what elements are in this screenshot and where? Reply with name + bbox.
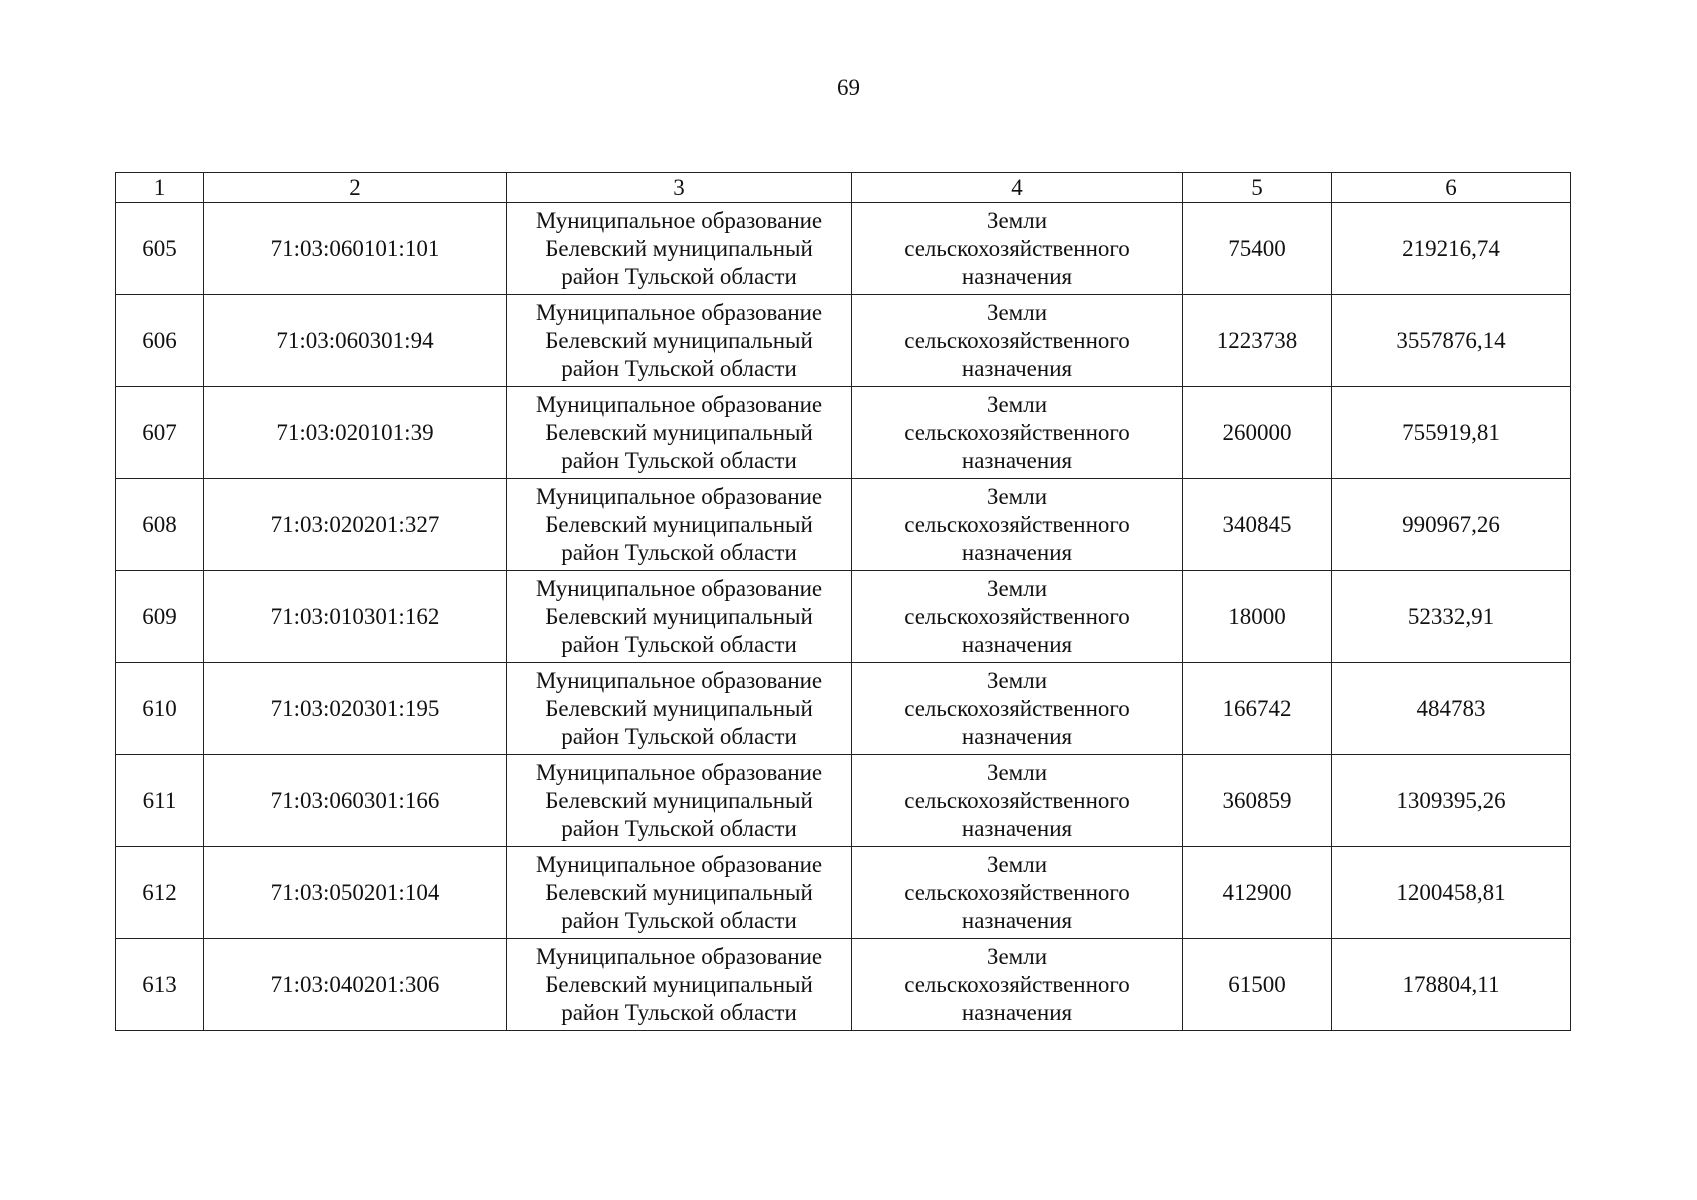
row-number-cell: 610 (116, 663, 204, 755)
owner-cell-line: Белевский муниципальный (545, 971, 813, 997)
owner-cell-line: Муниципальное образование (535, 759, 823, 785)
land-category-cell (852, 203, 1183, 295)
land-category-cell (852, 939, 1183, 1031)
table-row (116, 387, 1571, 479)
owner-cell (507, 663, 852, 755)
row-number-cell: 607 (116, 387, 204, 479)
land-category-cell-line: назначения (961, 539, 1073, 565)
land-category-cell-line: Земли (986, 943, 1048, 969)
land-category-cell-line: Земли (986, 851, 1048, 877)
land-category-cell-line: назначения (961, 447, 1073, 473)
cadastral-value-cell: 178804,11 (1332, 939, 1571, 1031)
land-category-cell-line: Земли (986, 759, 1048, 785)
owner-cell-line: район Тульской области (561, 539, 797, 565)
cadastral-number-cell: 71:03:060101:101 (204, 203, 507, 295)
table-row (116, 479, 1571, 571)
owner-cell (507, 847, 852, 939)
owner-cell-line: Белевский муниципальный (545, 327, 813, 353)
land-category-cell (852, 571, 1183, 663)
land-category-cell (852, 295, 1183, 387)
table-row (116, 847, 1571, 939)
owner-cell (507, 387, 852, 479)
cadastral-value-cell: 990967,26 (1332, 479, 1571, 571)
land-category-cell-line: Земли (986, 483, 1048, 509)
cadastral-number-cell: 71:03:060301:94 (204, 295, 507, 387)
cadastral-number-cell: 71:03:040201:306 (204, 939, 507, 1031)
land-category-cell-line: сельскохозяйственного (904, 235, 1130, 261)
table-row (116, 203, 1571, 295)
cadastral-number-cell: 71:03:060301:166 (204, 755, 507, 847)
land-category-cell (852, 663, 1183, 755)
owner-cell-line: район Тульской области (561, 263, 797, 289)
row-number-cell: 608 (116, 479, 204, 571)
area-cell: 75400 (1183, 203, 1332, 295)
area-cell: 340845 (1183, 479, 1332, 571)
owner-cell (507, 295, 852, 387)
table-header-row (116, 173, 1571, 203)
area-cell: 166742 (1183, 663, 1332, 755)
owner-cell-line: Муниципальное образование (535, 391, 823, 417)
land-category-cell-line: назначения (961, 355, 1073, 381)
row-number-cell: 605 (116, 203, 204, 295)
owner-cell-line: район Тульской области (561, 631, 797, 657)
land-category-cell-line: назначения (961, 723, 1073, 749)
table-body (116, 203, 1571, 1031)
column-header: 3 (507, 173, 852, 203)
column-header: 6 (1332, 173, 1571, 203)
land-category-cell-line: Земли (986, 299, 1048, 325)
land-category-cell-line: Земли (986, 207, 1048, 233)
area-cell: 61500 (1183, 939, 1332, 1031)
land-category-cell (852, 387, 1183, 479)
column-header: 4 (852, 173, 1183, 203)
area-cell: 1223738 (1183, 295, 1332, 387)
owner-cell (507, 571, 852, 663)
land-category-cell-line: сельскохозяйственного (904, 787, 1130, 813)
owner-cell-line: Белевский муниципальный (545, 603, 813, 629)
cadastral-value-cell: 755919,81 (1332, 387, 1571, 479)
owner-cell-line: район Тульской области (561, 447, 797, 473)
owner-cell-line: Белевский муниципальный (545, 235, 813, 261)
land-category-cell-line: сельскохозяйственного (904, 879, 1130, 905)
row-number-cell: 612 (116, 847, 204, 939)
cadastral-number-cell: 71:03:020101:39 (204, 387, 507, 479)
owner-cell-line: Белевский муниципальный (545, 787, 813, 813)
cadastral-number-cell: 71:03:010301:162 (204, 571, 507, 663)
owner-cell-line: район Тульской области (561, 815, 797, 841)
row-number-cell: 613 (116, 939, 204, 1031)
cadastral-value-cell: 484783 (1332, 663, 1571, 755)
cadastral-value-cell: 3557876,14 (1332, 295, 1571, 387)
land-category-cell-line: назначения (961, 631, 1073, 657)
row-number-cell: 606 (116, 295, 204, 387)
area-cell: 360859 (1183, 755, 1332, 847)
land-category-cell-line: сельскохозяйственного (904, 695, 1130, 721)
cadastral-value-cell: 1200458,81 (1332, 847, 1571, 939)
land-category-cell (852, 755, 1183, 847)
owner-cell-line: Муниципальное образование (535, 667, 823, 693)
owner-cell-line: Муниципальное образование (535, 851, 823, 877)
cadastral-value-cell: 52332,91 (1332, 571, 1571, 663)
area-cell: 18000 (1183, 571, 1332, 663)
owner-cell-line: Белевский муниципальный (545, 511, 813, 537)
column-header: 1 (116, 173, 204, 203)
land-category-cell-line: назначения (961, 999, 1073, 1025)
owner-cell-line: Муниципальное образование (535, 943, 823, 969)
land-category-cell-line: сельскохозяйственного (904, 603, 1130, 629)
owner-cell-line: Муниципальное образование (535, 575, 823, 601)
owner-cell-line: Белевский муниципальный (545, 879, 813, 905)
owner-cell (507, 755, 852, 847)
land-category-cell-line: Земли (986, 391, 1048, 417)
cadastral-value-cell: 1309395,26 (1332, 755, 1571, 847)
land-category-cell-line: сельскохозяйственного (904, 511, 1130, 537)
land-category-cell-line: Земли (986, 575, 1048, 601)
page-number: 69 (837, 75, 860, 100)
area-cell: 260000 (1183, 387, 1332, 479)
land-category-cell (852, 479, 1183, 571)
land-plots-table (115, 172, 1571, 1031)
table-row (116, 295, 1571, 387)
owner-cell-line: Муниципальное образование (535, 483, 823, 509)
owner-cell (507, 203, 852, 295)
owner-cell-line: Муниципальное образование (535, 299, 823, 325)
table-row (116, 571, 1571, 663)
owner-cell (507, 479, 852, 571)
column-header: 5 (1183, 173, 1332, 203)
land-category-cell-line: сельскохозяйственного (904, 419, 1130, 445)
column-header: 2 (204, 173, 507, 203)
owner-cell-line: район Тульской области (561, 355, 797, 381)
row-number-cell: 609 (116, 571, 204, 663)
area-cell: 412900 (1183, 847, 1332, 939)
land-category-cell-line: назначения (961, 815, 1073, 841)
land-category-cell-line: Земли (986, 667, 1048, 693)
land-category-cell (852, 847, 1183, 939)
cadastral-number-cell: 71:03:020201:327 (204, 479, 507, 571)
owner-cell-line: район Тульской области (561, 907, 797, 933)
land-category-cell-line: назначения (961, 907, 1073, 933)
owner-cell-line: Муниципальное образование (535, 207, 823, 233)
table-row (116, 755, 1571, 847)
owner-cell-line: Белевский муниципальный (545, 695, 813, 721)
land-category-cell-line: назначения (961, 263, 1073, 289)
land-category-cell-line: сельскохозяйственного (904, 971, 1130, 997)
land-category-cell-line: сельскохозяйственного (904, 327, 1130, 353)
owner-cell-line: район Тульской области (561, 999, 797, 1025)
table-row (116, 663, 1571, 755)
owner-cell-line: Белевский муниципальный (545, 419, 813, 445)
cadastral-number-cell: 71:03:020301:195 (204, 663, 507, 755)
table-row (116, 939, 1571, 1031)
cadastral-number-cell: 71:03:050201:104 (204, 847, 507, 939)
row-number-cell: 611 (116, 755, 204, 847)
owner-cell-line: район Тульской области (561, 723, 797, 749)
cadastral-value-cell: 219216,74 (1332, 203, 1571, 295)
owner-cell (507, 939, 852, 1031)
